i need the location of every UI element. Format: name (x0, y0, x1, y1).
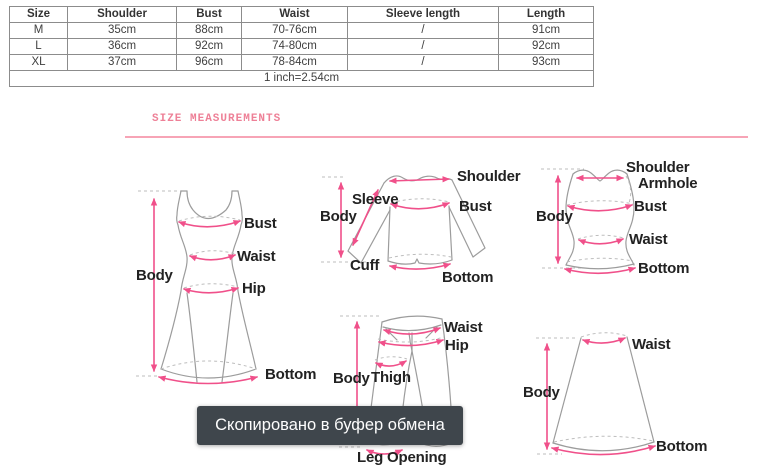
table-cell: 35cm (68, 23, 177, 39)
table-cell: L (10, 39, 68, 55)
table-cell: 93cm (499, 55, 594, 71)
shirt-bottom-label: Bottom (442, 269, 494, 286)
column-header: Shoulder (68, 7, 177, 23)
table-cell: XL (10, 55, 68, 71)
table-cell: 92cm (499, 39, 594, 55)
vest-body-label: Body (536, 208, 573, 225)
shirt-shoulder-label: Shoulder (457, 168, 521, 185)
table-cell: 96cm (177, 55, 242, 71)
column-header: Bust (177, 7, 242, 23)
table-cell: 88cm (177, 23, 242, 39)
table-cell: 74-80cm (242, 39, 348, 55)
vest-bottom-label: Bottom (638, 260, 690, 277)
skirt-bottom-label: Bottom (656, 438, 708, 455)
shirt-body-label: Body (320, 208, 357, 225)
table-cell: / (348, 23, 499, 39)
dress-bottom-label: Bottom (265, 366, 317, 383)
pants-waist-label: Waist (444, 319, 483, 336)
table-cell: / (348, 39, 499, 55)
table-cell: / (348, 55, 499, 71)
dress-waist-label: Waist (237, 248, 276, 265)
vest-shoulder-label: Shoulder (626, 159, 690, 176)
table-cell: 91cm (499, 23, 594, 39)
skirt-waist-label: Waist (632, 336, 671, 353)
shirt-cuff-label: Cuff (350, 257, 380, 274)
shirt-bust-label: Bust (459, 198, 492, 215)
pants-thigh-label: Thigh (371, 369, 411, 386)
dress-hip-label: Hip (242, 280, 266, 297)
table-cell: 78-84cm (242, 55, 348, 71)
dress-diagram (136, 191, 257, 384)
table-cell: 70-76cm (242, 23, 348, 39)
table-cell: 92cm (177, 39, 242, 55)
copied-to-clipboard-toast (197, 406, 463, 445)
vest-waist-label: Waist (629, 231, 668, 248)
conversion-note: 1 inch=2.54cm (10, 71, 594, 87)
column-header: Waist (242, 7, 348, 23)
dress-bust-label: Bust (244, 215, 277, 232)
pants-hip-label: Hip (445, 337, 469, 354)
toast-message: Скопировано в буфер обмена (215, 416, 445, 434)
table-cell: 36cm (68, 39, 177, 55)
table-cell: M (10, 23, 68, 39)
vest-armhole-label: Armhole (638, 175, 698, 192)
pants-leg-opening-label: Leg Opening (357, 449, 447, 466)
vest-bust-label: Bust (634, 198, 667, 215)
skirt-body-label: Body (523, 384, 560, 401)
size-measurements-heading: SIZE MEASUREMENTS (152, 113, 282, 125)
pants-body-label: Body (333, 370, 370, 387)
dress-body-label: Body (136, 267, 173, 284)
column-header: Length (499, 7, 594, 23)
column-header: Size (10, 7, 68, 23)
shirt-sleeve-label: Sleeve (352, 191, 399, 208)
table-cell: 37cm (68, 55, 177, 71)
column-header: Sleeve length (348, 7, 499, 23)
